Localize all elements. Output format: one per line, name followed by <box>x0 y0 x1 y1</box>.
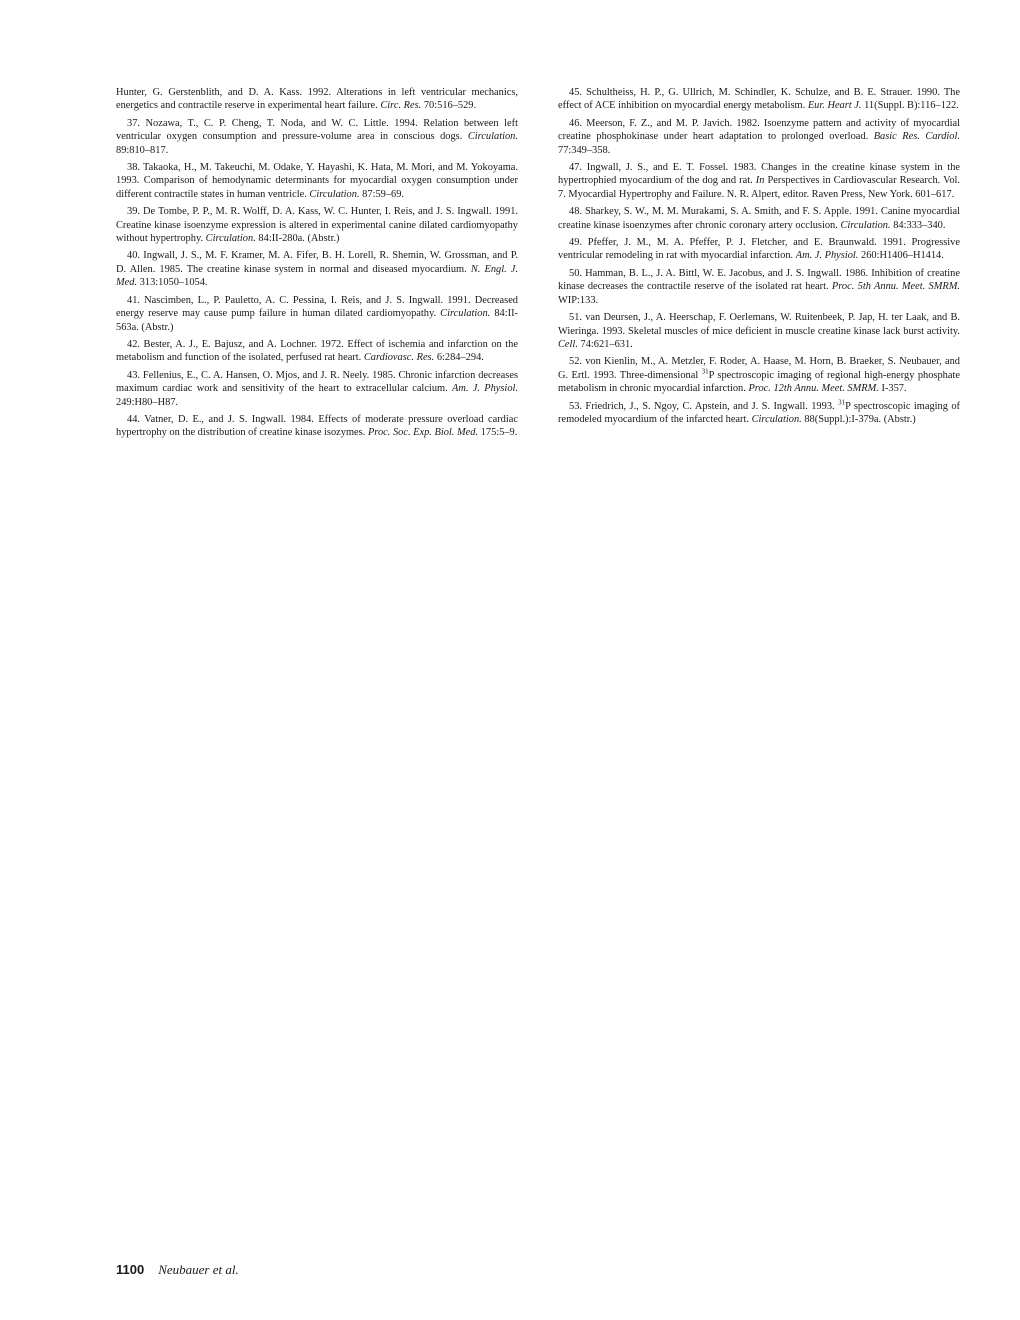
running-head: Neubauer et al. <box>158 1262 239 1277</box>
reference-item: 52 . von Kienlin, M., A. Metzler, F. Roder, A. Haase, M. Horn, B. Braeker, S. Neubauer, and G. Ertl. 1993. Three-dimensional $^{31}$P spectroscopic imaging of regional high-energy phosphate metabolism in chronic myocardial infarction. Proc. 12th Annu. Meet. SMRM. I-357. <box>558 355 960 395</box>
reference-item: 49 . Pfeffer, J. M., M. A. Pfeffer, P. J. Fletcher, and E. Braunwald. 1991. Progressive ventricular remodeling in rat with myocardial infarction. Am. J. Physiol. 260:H1406–H1414. <box>558 236 960 263</box>
reference-item: 42 . Bester, A. J., E. Bajusz, and A. Lochner. 1972. Effect of ischemia and infarction on the metabolism and function of the isolated, perfused rat heart. Cardiovasc. Res. 6:284–294. <box>116 338 518 365</box>
reference-item: 50 . Hamman, B. L., J. A. Bittl, W. E. Jacobus, and J. S. Ingwall. 1986. Inhibition of creatine kinase decreases the contractile reserve of the isolated rat heart. Proc. 5th Annu. Meet. SMRM.WIP:133. <box>558 267 960 307</box>
reference-item: 48 . Sharkey, S. W., M. M. Murakami, S. A. Smith, and F. S. Apple. 1991. Canine myocardial creatine kinase isoenzymes after chronic coronary artery occlusion. Circulation. 84:333–340. <box>558 205 960 232</box>
reference-item: 47 . Ingwall, J. S., and E. T. Fossel. 1983. Changes in the creatine kinase system in the hypertrophied myocardium of the dog and rat. In Perspectives in Cardiovascular Research. Vol. 7. Myocardial Hypertrophy and Failure. N. R. Alpert, editor. Raven Press, New York. 601–617. <box>558 161 960 201</box>
page-footer <box>116 1262 239 1278</box>
reference-item: 38 . Takaoka, H., M. Takeuchi, M. Odake, Y. Hayashi, K. Hata, M. Mori, and M. Yokoyama. 1993. Comparison of hemodynamic determinants for myocardial oxygen consumption under different contractile states in human ventricle. Circulation. 87:59–69. <box>116 161 518 201</box>
reference-item: 40 . Ingwall, J. S., M. F. Kramer, M. A. Fifer, B. H. Lorell, R. Shemin, W. Grossman, and P. D. Allen. 1985. The creatine kinase system in normal and diseased myocardium. N. Engl. J. Med. 313:1050–1054. <box>116 249 518 289</box>
reference-item: 45 . Schultheiss, H. P., G. Ullrich, M. Schindler, K. Schulze, and B. E. Strauer. 1990. The effect of ACE inhibition on myocardial energy metabolism. Eur. Heart J. 11(Suppl. B):116–122. <box>558 86 960 113</box>
reference-item: 41 . Nascimben, L., P. Pauletto, A. C. Pessina, I. Reis, and J. S. Ingwall. 1991. Decreased energy reserve may cause pump failure in human dilated cardiomyopathy. Circulation. 84:II-563a. (Abstr.) <box>116 294 518 334</box>
page-number: 1100 <box>116 1262 145 1277</box>
references-right-column <box>558 86 960 430</box>
reference-item: 53 . Friedrich, J., S. Ngoy, C. Apstein, and J. S. Ingwall. 1993. $^{31}$P spectroscopic imaging of remodeled myocardium of the infarcted heart. Circulation. 88(Suppl.):I-379a. (Abstr.) <box>558 400 960 427</box>
reference-item: 46 . Meerson, F. Z., and M. P. Javich. 1982. Isoenzyme pattern and activity of myocardial creatine phosphokinase under heart adaptation to prolonged overload. Basic Res. Cardiol.77:349–358. <box>558 117 960 157</box>
references-left-column <box>116 86 518 444</box>
reference-item: Hunter, G. Gerstenblith, and D. A. Kass. 1992. Alterations in left ventricular mechanics, energetics and contractile reserve in experimental heart failure. Circ. Res. 70:516–529. <box>116 87 518 112</box>
reference-item: 39 . De Tombe, P. P., M. R. Wolff, D. A. Kass, W. C. Hunter, I. Reis, and J. S. Ingwall. 1991. Creatine kinase isoenzyme expression is altered in experimental canine dilated cardiomyopathy without hypertrophy. Circulation. 84:II-280a. (Abstr.) <box>116 205 518 245</box>
reference-item: 37 . Nozawa, T., C. P. Cheng, T. Noda, and W. C. Little. 1994. Relation between left ventricular oxygen consumption and pressure-volume area in conscious dogs. Circulation.89:810–817. <box>116 117 518 157</box>
reference-item: 44 . Vatner, D. E., and J. S. Ingwall. 1984. Effects of moderate pressure overload cardiac hypertrophy on the distribution of creatine kinase isozymes. Proc. Soc. Exp. Biol. Med. 175:5–9. <box>116 413 518 440</box>
reference-item: 43 . Fellenius, E., C. A. Hansen, O. Mjos, and J. R. Neely. 1985. Chronic infarction decreases maximum cardiac work and sensitivity of the heart to extracellular calcium. Am. J. Physiol.249:H80–H87. <box>116 369 518 409</box>
reference-item: 51 . van Deursen, J., A. Heerschap, F. Oerlemans, W. Ruitenbeek, P. Jap, H. ter Laak, and B. Wieringa. 1993. Skeletal muscles of mice deficient in muscle creatine kinase lack burst activity.Cell. 74:621–631. <box>558 311 960 351</box>
